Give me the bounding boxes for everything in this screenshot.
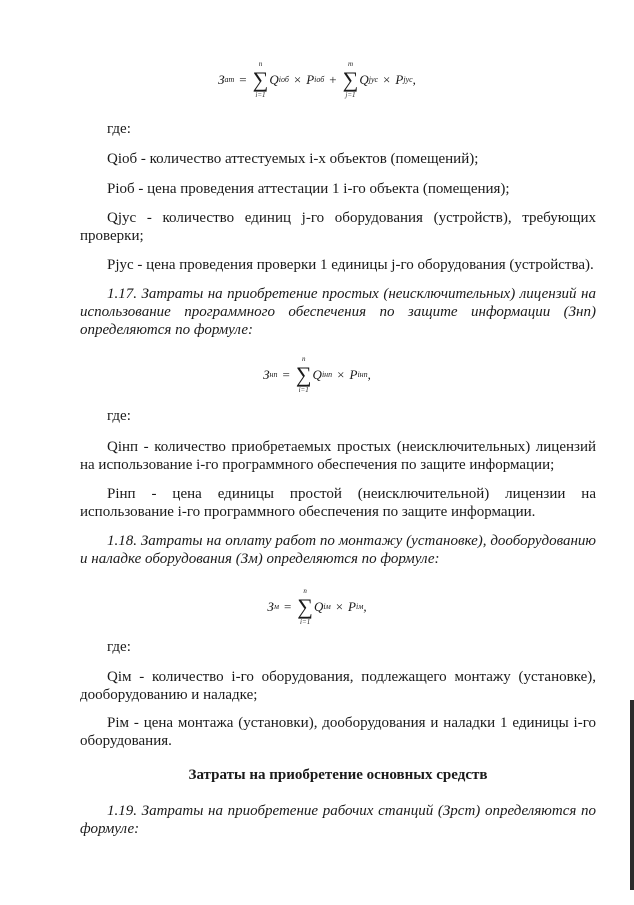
item-1-17: 1.17. Затраты на приобретение простых (неисключительных) лицензий на использование программного обеспечения по защите информации (Знп) определяются по формуле: — [80, 286, 596, 338]
equals-sign: = — [239, 72, 247, 87]
where-label: где: — [107, 121, 131, 137]
definition-pjus: Pjус - цена проведения проверки 1 единицы j-го оборудования (устройства). — [107, 257, 594, 273]
item-1-19: 1.19. Затраты на приобретение рабочих станций (Зрст) определяются по формуле: — [80, 803, 596, 837]
sum-sign: m ∑ j=1 — [342, 60, 359, 99]
where-label: где: — [107, 408, 131, 424]
sigma-icon: ∑ — [297, 594, 313, 619]
definition-qiob: Qiоб - количество аттестуемых i-х объектов (помещений); — [107, 151, 479, 167]
sigma-icon: ∑ — [295, 362, 312, 387]
formula-zm: З м = n ∑ i=1 Q iм × P iм , — [267, 587, 367, 626]
sum-sign: n ∑ i=1 — [295, 355, 312, 394]
definition-qjus: Qjус - количество единиц j-го оборудования (устройств), требующих проверки; — [80, 210, 596, 244]
definition-qinp: Qiнп - количество приобретаемых простых (неисключительных) лицензий на использование i-го программного обеспечения по защите информации; — [80, 439, 596, 473]
definition-pim: Piм - цена монтажа (установки), дооборудования и наладки 1 единицы i-го оборудования. — [80, 715, 596, 749]
definition-qim: Qiм - количество i-го оборудования, подлежащего монтажу (установке), дооборудованию и наладке; — [80, 669, 596, 703]
sigma-icon: ∑ — [252, 67, 269, 92]
scan-edge — [630, 700, 634, 890]
definition-piob: Piоб - цена проведения аттестации 1 i-го объекта (помещения); — [107, 181, 510, 197]
where-label: где: — [107, 639, 131, 655]
formula-znp: З нп = n ∑ i=1 Q iнп × P iнп , — [263, 355, 371, 394]
item-1-18: 1.18. Затраты на оплату работ по монтажу (установке), дооборудованию и наладке оборудования (Зм) определяются по формуле: — [80, 533, 596, 567]
sum-sign: n ∑ i=1 — [252, 60, 269, 99]
definition-pinp: Piнп - цена единицы простой (неисключительной) лицензии на использование i-го программного обеспечения по защите информации. — [80, 486, 596, 520]
formula-subscript: ат — [224, 75, 235, 84]
sum-sign: n ∑ i=1 — [297, 587, 313, 626]
formula-symbol: З — [218, 72, 225, 87]
sigma-icon: ∑ — [342, 67, 359, 92]
section-heading: Затраты на приобретение основных средств — [188, 767, 488, 783]
formula-zat: З ат = n ∑ i=1 Q iоб × P iоб + m ∑ j=1 Q jус × P jус , — [218, 60, 416, 99]
